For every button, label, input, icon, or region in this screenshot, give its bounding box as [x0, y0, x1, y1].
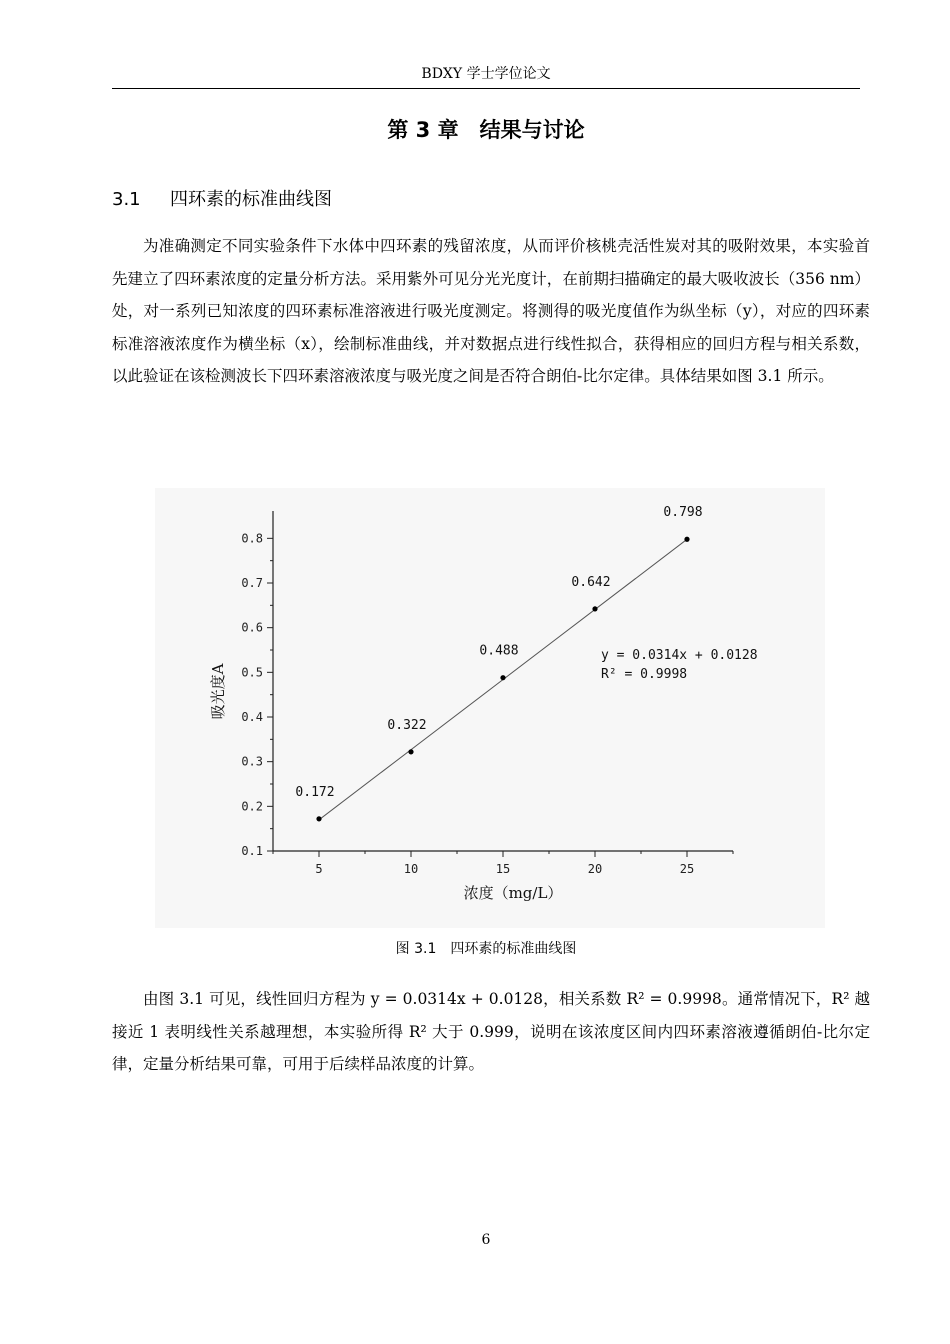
y-tick-label: 0.5 [241, 665, 263, 680]
y-tick-label: 0.3 [241, 754, 263, 769]
y-tick-label: 0.8 [241, 531, 263, 546]
x-tick-label: 5 [315, 862, 323, 876]
data-point [684, 537, 689, 542]
y-tick-label: 0.7 [241, 576, 263, 590]
y-tick-label: 0.1 [241, 844, 263, 858]
data-label: 0.488 [479, 643, 519, 659]
figure-standard-curve [155, 488, 825, 928]
x-tick-label: 20 [587, 862, 603, 876]
body-paragraph-2: 由图 3.1 可见，线性回归方程为 y = 0.0314x + 0.0128，相关系数 R² = 0.9998。通常情况下，R² 越接近 1 表明线性关系越理想，本实验所得 R² 大于 0.999，说明在该浓度区间内四环素溶液遵循朗伯-比尔定律，定量分析结果可靠，可用于后续样品浓度的计算。 [112, 990, 870, 1073]
x-tick-label: 10 [403, 862, 419, 876]
data-label: 0.798 [663, 505, 703, 521]
chapter-title: 第 3 章 结果与讨论 [387, 118, 585, 142]
y-axis-title: 吸光度A [209, 663, 227, 720]
data-label: 0.172 [295, 784, 335, 800]
data-point [408, 749, 413, 754]
section-heading [112, 186, 332, 214]
section-number: 3.1 [112, 189, 141, 210]
data-point [500, 675, 505, 680]
x-tick-label: 25 [679, 862, 695, 876]
standard-curve-chart [155, 488, 825, 928]
figure-caption: 图 3.1 四环素的标准曲线图 [395, 941, 577, 957]
data-label: 0.322 [387, 717, 427, 733]
y-tick-label: 0.2 [241, 799, 263, 814]
body-paragraph-1: 为准确测定不同实验条件下水体中四环素的残留浓度，从而评价核桃壳活性炭对其的吸附效果，本实验首先建立了四环素浓度的定量分析方法。采用紫外可见分光光度计，在前期扫描确定的最大吸收波长（356 nm）处，对一系列已知浓度的四环素标准溶液进行吸光度测定。将测得的吸光度值作为纵坐标（y），对应的四环素标准溶液浓度作为横坐标（x），绘制标准曲线，并对数据点进行线性拟合，获得相应的回归方程与相关系数，以此验证在该检测波长下四环素溶液浓度与吸光度之间是否符合朗伯-比尔定律。具体结果如图 3.1 所示。 [112, 237, 870, 385]
page-number: 6 [481, 1232, 491, 1248]
header-rule [112, 88, 860, 89]
running-header: BDXY 学士学位论文 [421, 66, 551, 82]
y-tick-label: 0.4 [241, 710, 263, 724]
x-tick-label: 15 [495, 862, 511, 876]
x-axis-title: 浓度（mg/L） [463, 884, 563, 902]
y-tick-label: 0.6 [241, 620, 263, 635]
data-point [592, 606, 597, 611]
r-squared-label: R² = 0.9998 [601, 667, 688, 682]
regression-equation: y = 0.0314x + 0.0128 [601, 648, 758, 663]
data-point [316, 816, 321, 821]
section-title: 四环素的标准曲线图 [170, 189, 332, 210]
data-label: 0.642 [571, 574, 611, 590]
